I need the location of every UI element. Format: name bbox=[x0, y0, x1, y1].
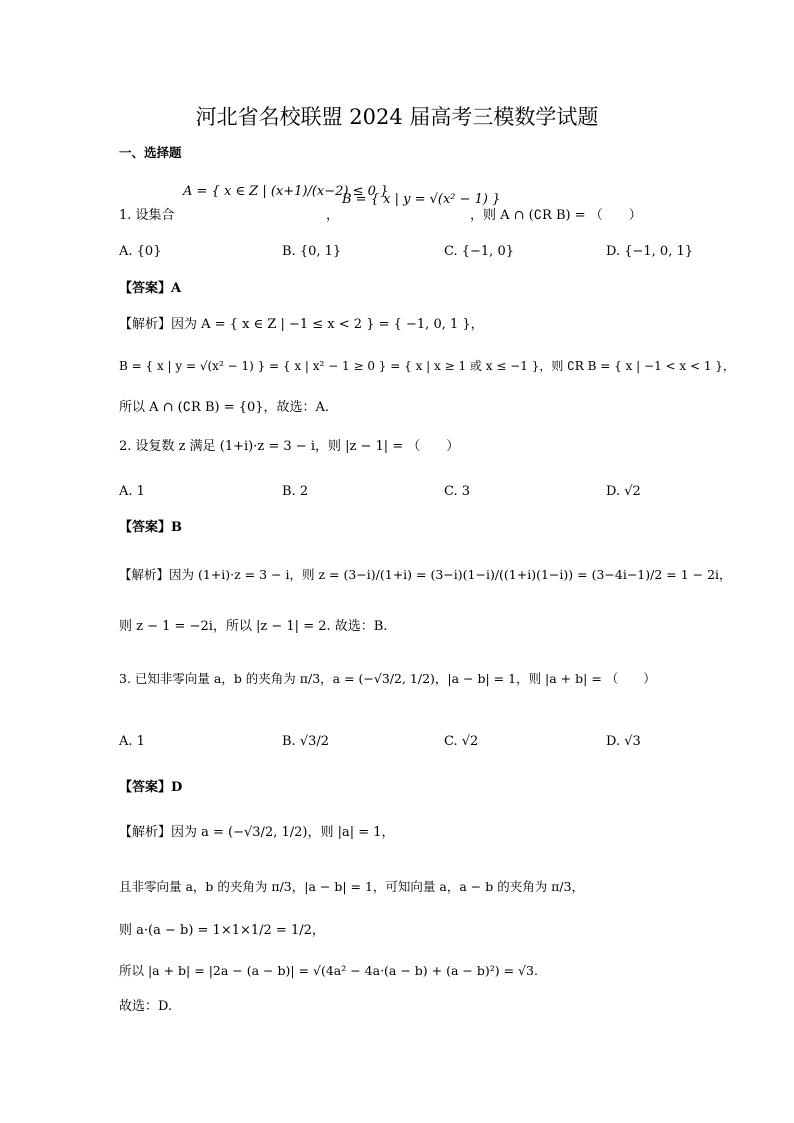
q2-analysis-line-1: 【解析】因为 (1+i)·z = 3 − i，则 z = (3−i)/(1+i) = (3−i)(1−i)/((1+i)(1−i)) = (3−4i−1)/2 = 1 − 2i， bbox=[119, 567, 732, 582]
q3-answer: 【答案】D bbox=[119, 780, 183, 795]
q3-analysis-line-2: 且非零向量 a，b 的夹角为 π/3，|a − b| = 1，可知向量 a，a − b 的夹角为 π/3， bbox=[119, 879, 585, 894]
q3-choice-c: C. √2 bbox=[444, 734, 479, 749]
q3-analysis-line-4: 所以 |a + b| = |2a − (a − b)| = √(4a² − 4a·(a − b) + (a − b)²) = √3. bbox=[119, 963, 538, 978]
q1-analysis-line-2: B = { x | y = √(x² − 1) } = { x | x² − 1 ≥ 0 } = { x | x ≥ 1 或 x ≤ −1 }，则 ∁R B = { x | −1 < x < 1 }， bbox=[119, 359, 735, 373]
q3-choice-b: B. √3/2 bbox=[282, 734, 330, 749]
q1-choice-b: B. {0, 1} bbox=[282, 244, 342, 259]
q3-choice-a: A. 1 bbox=[119, 734, 145, 749]
q2-choice-a: A. 1 bbox=[119, 484, 145, 499]
q1-set-b: B = { x | y = √(x² − 1) } bbox=[342, 192, 501, 207]
q1-analysis-line-1: 【解析】因为 A = { x ∈ Z | −1 ≤ x < 2 } = { −1, 0, 1 }， bbox=[119, 317, 484, 332]
q1-choice-c: C. {−1, 0} bbox=[444, 244, 514, 259]
q1-analysis-line-3: 所以 A ∩ (∁R B) = {0}，故选：A. bbox=[119, 400, 330, 415]
q1-choice-a: A. {0} bbox=[119, 244, 162, 259]
q2-choice-d: D. √2 bbox=[606, 484, 641, 499]
q3-choice-d: D. √3 bbox=[606, 734, 641, 749]
q1-choice-d: D. {−1, 0, 1} bbox=[606, 244, 694, 259]
q2-choice-c: C. 3 bbox=[444, 484, 471, 499]
q1-answer: 【答案】A bbox=[119, 281, 182, 296]
q3-analysis-line-1: 【解析】因为 a = (−√3/2, 1/2)，则 |a| = 1， bbox=[119, 825, 395, 840]
section-heading: 一、选择题 bbox=[119, 145, 182, 160]
q3-stem: 3. 已知非零向量 a，b 的夹角为 π/3，a = (−√3/2, 1/2)，|a − b| = 1，则 |a + b| = （ ） bbox=[119, 671, 656, 686]
q1-ask: ，则 A ∩ (∁R B) = （ ） bbox=[470, 208, 642, 223]
document-title: 河北省名校联盟 2024 届高考三模数学试题 bbox=[195, 105, 599, 129]
q1-comma: ， bbox=[326, 208, 340, 223]
q2-answer: 【答案】B bbox=[119, 520, 182, 535]
q2-choice-b: B. 2 bbox=[282, 484, 309, 499]
q3-analysis-line-3: 则 a·(a − b) = 1×1×1/2 = 1/2， bbox=[119, 923, 325, 938]
q1-set-a: A = { x ∈ Z | (x+1)/(x−2) ≤ 0 } bbox=[183, 184, 389, 199]
q1-prefix: 1. 设集合 bbox=[119, 208, 175, 223]
q2-stem: 2. 设复数 z 满足 (1+i)·z = 3 − i，则 |z − 1| = （ ） bbox=[119, 439, 460, 454]
q2-analysis-line-2: 则 z − 1 = −2i，所以 |z − 1| = 2. 故选：B. bbox=[119, 619, 388, 634]
q3-analysis-line-5: 故选：D. bbox=[119, 999, 173, 1014]
